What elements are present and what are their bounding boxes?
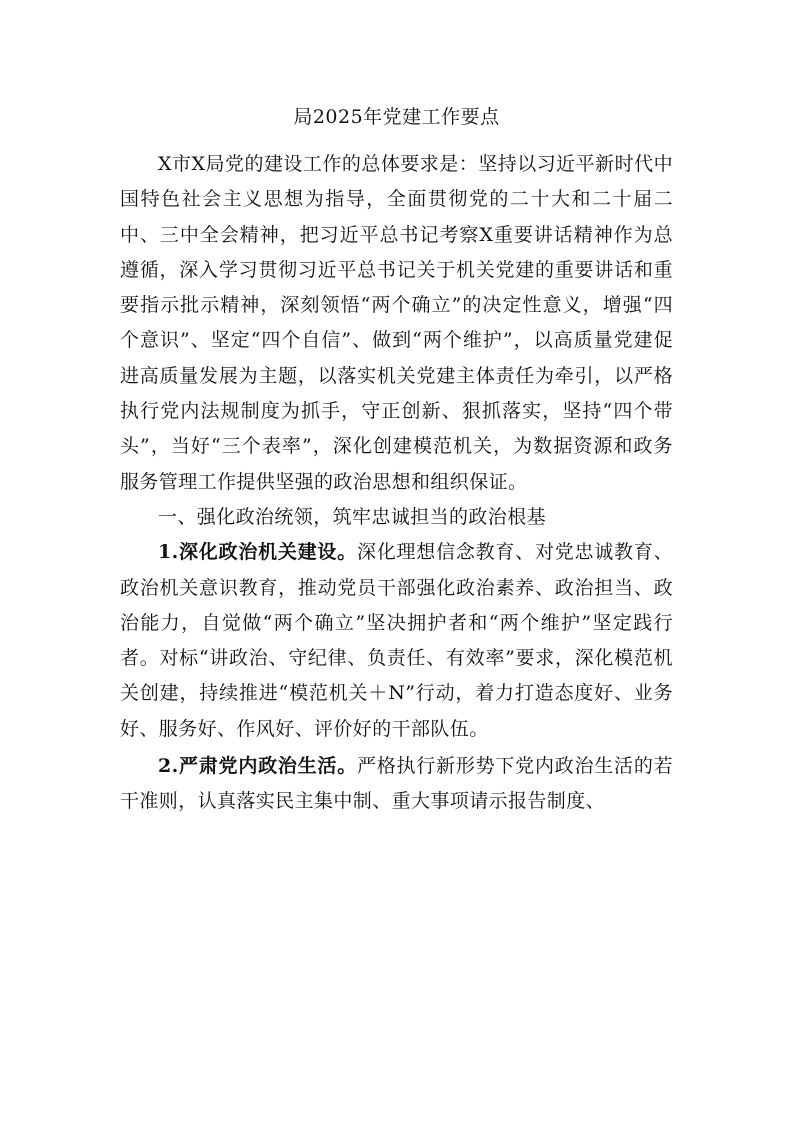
item-2-paragraph bbox=[120, 749, 673, 820]
item-1-paragraph bbox=[120, 535, 673, 747]
intro-paragraph: X市X局党的建设工作的总体要求是：坚持以习近平新时代中国特色社会主义思想为指导，全面贯彻党的二十大和二十届二中、三中全会精神，把习近平总书记考察X重要讲话精神作为总遵循，深入学习贯彻习近平总书记关于机关党建的重要讲话和重要指示批示精神，深刻领悟“两个确立”的决定性意义，增强“四个意识”、坚定“四个自信”、做到“两个维护”，以高质量党建促进高质量发展为主题，以落实机关党建主体责任为牵引，以严格执行党内法规制度为抓手，守正创新、狠抓落实，坚持“四个带头”，当好“三个表率”，深化创建模范机关，为数据资源和政务服务管理工作提供坚强的政治思想和组织保证。 bbox=[120, 153, 673, 493]
item-1-lead: 1.深化政治机关建设。 bbox=[158, 541, 357, 564]
document-title: 局2025年党建工作要点 bbox=[293, 106, 500, 128]
section-heading-1: 一、强化政治统领，筑牢忠诚担当的政治根基 bbox=[158, 505, 547, 528]
item-2-lead: 2.严肃党内政治生活。 bbox=[158, 755, 357, 778]
item-2-text: 严格执行新形势下党内政治生活的若干准则，认真落实民主集中制、重大事项请示报告制度、 bbox=[120, 755, 673, 813]
item-1-text: 深化理想信念教育、对党忠诚教育、政治机关意识教育，推动党员干部强化政治素养、政治担当、政治能力，自觉做“两个确立”坚决拥护者和“两个维护”坚定践行者。对标“讲政治、守纪律、负责任、有效率”要求，深化模范机关创建，持续推进“模范机关＋N”行动，着力打造态度好、业务好、服务好、作风好、评价好的干部队伍。 bbox=[120, 541, 673, 740]
document-body bbox=[120, 147, 673, 820]
